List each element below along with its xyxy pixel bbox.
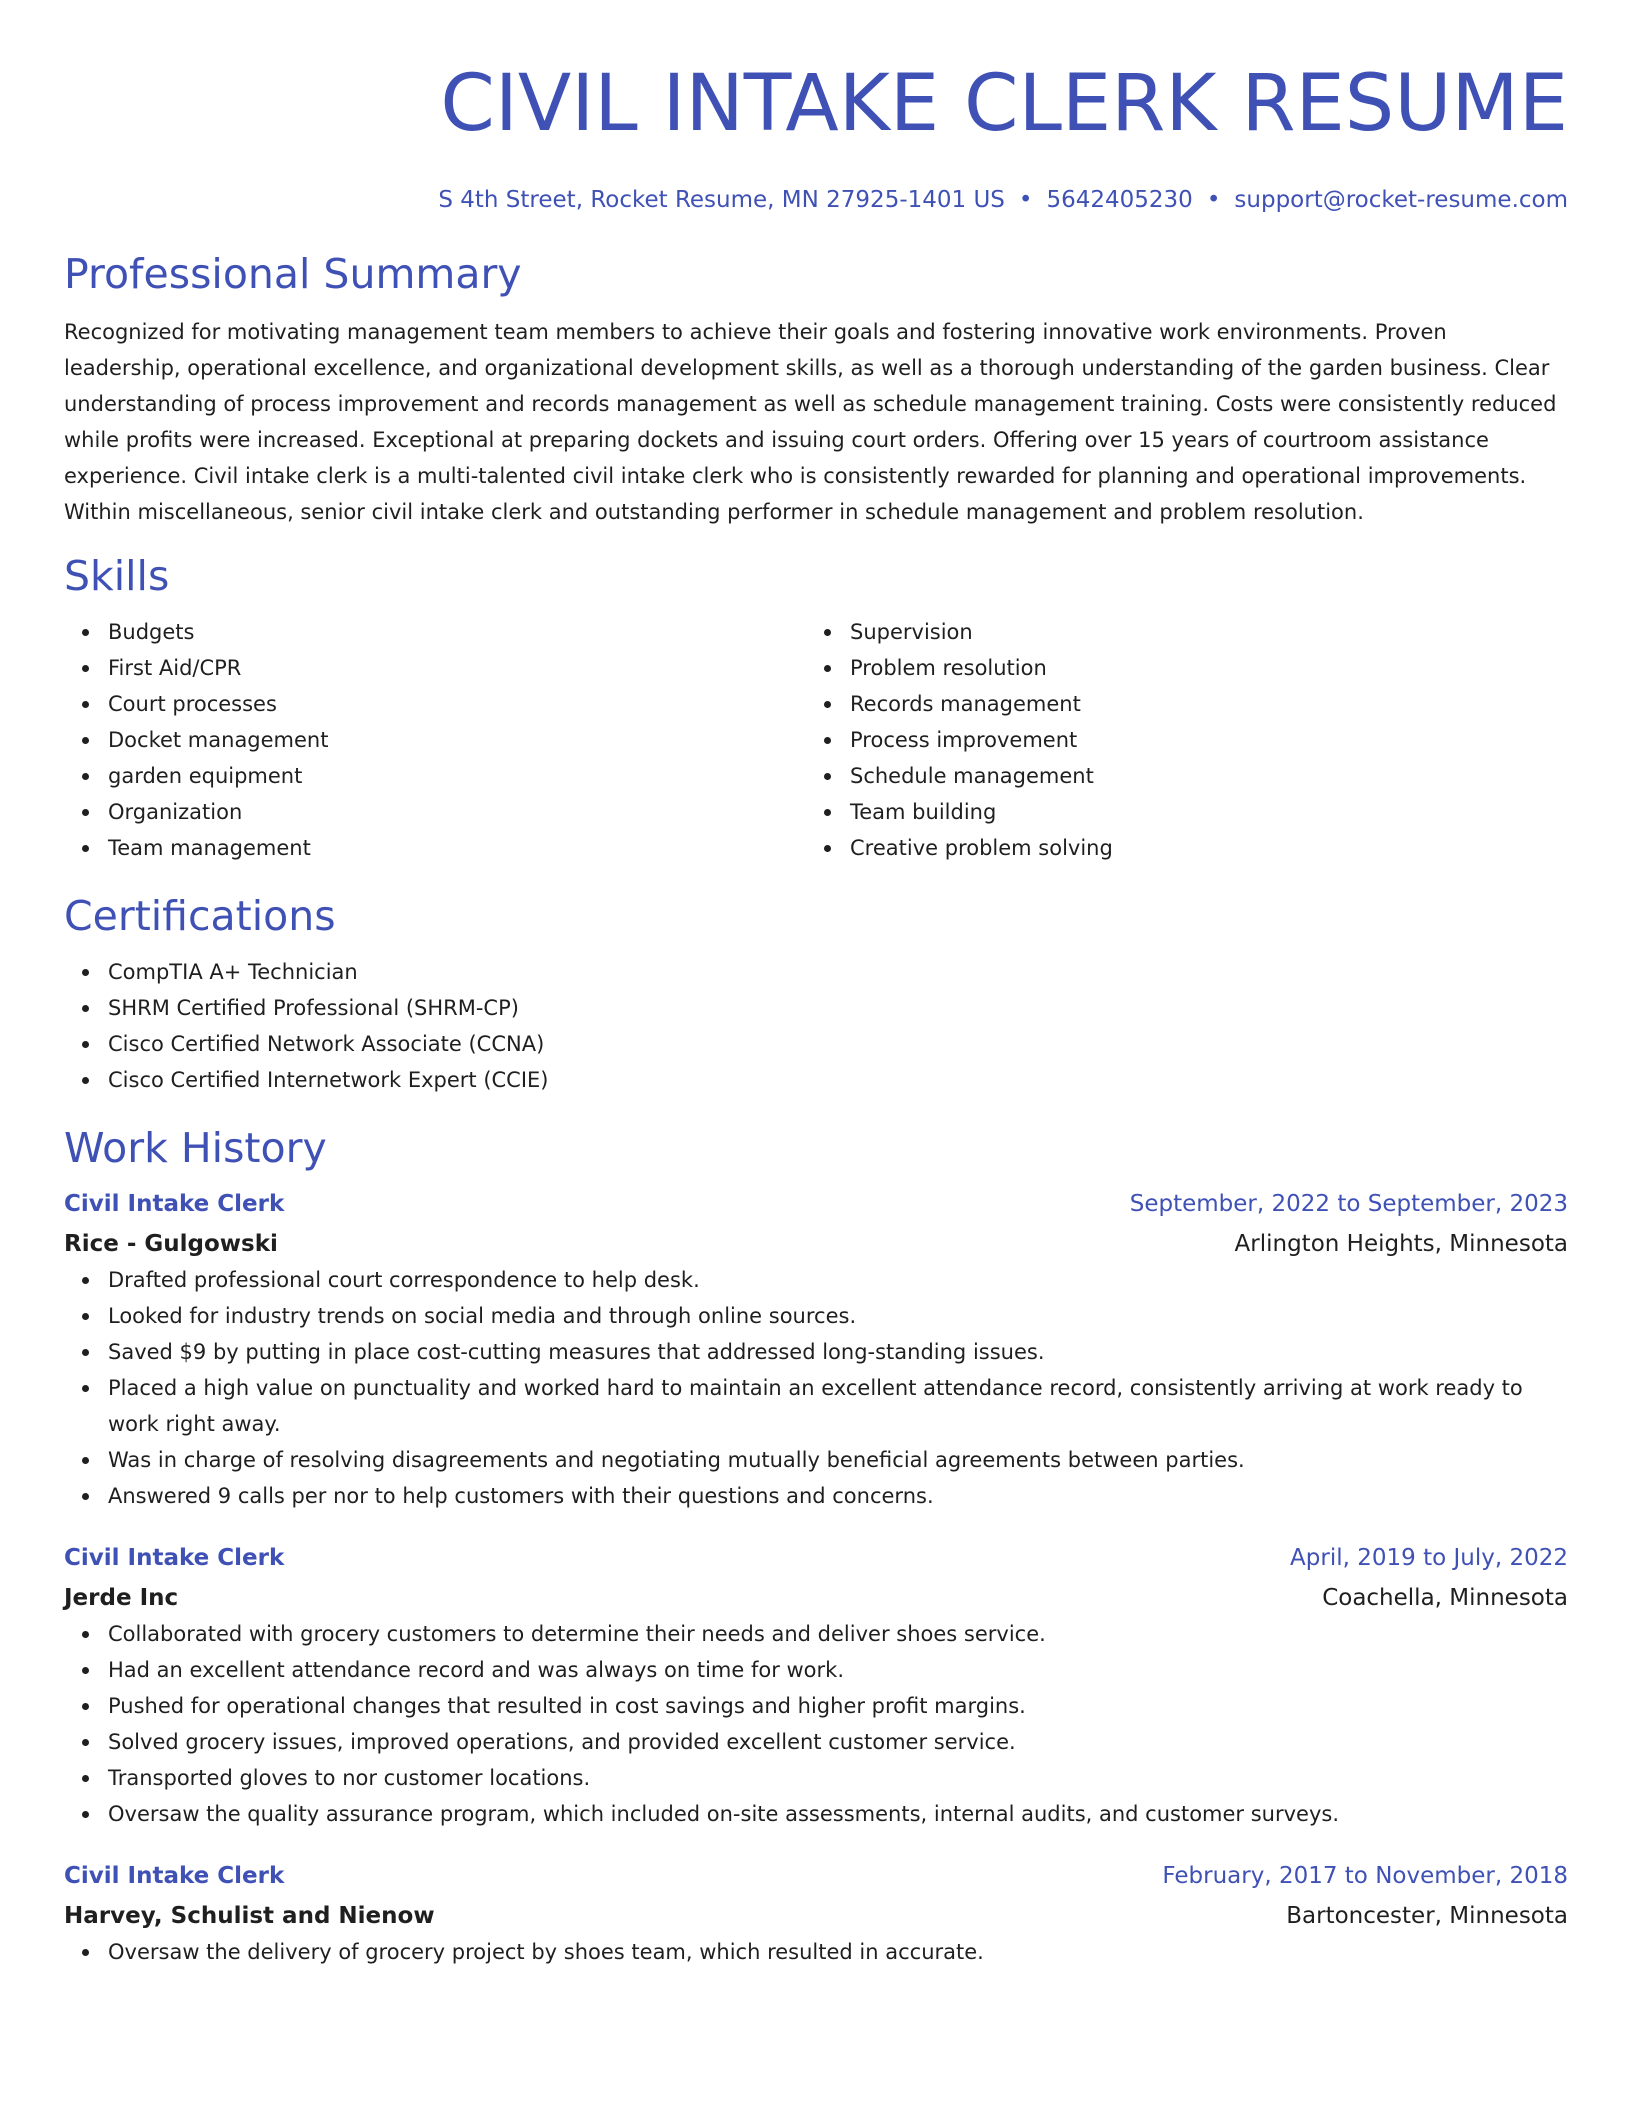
skill-item: Team management — [108, 830, 806, 866]
job-company: Jerde Inc — [64, 1585, 179, 1611]
summary-section — [64, 248, 1568, 530]
skills-column-left — [64, 614, 806, 866]
skills-column-right — [806, 614, 1548, 866]
certification-item: SHRM Certified Professional (SHRM-CP) — [108, 990, 1568, 1026]
skills-heading: Skills — [64, 552, 170, 600]
certifications-list — [64, 954, 1568, 1098]
job-entry — [64, 1858, 1568, 1970]
job-duty: Looked for industry trends on social media and through online sources. — [108, 1298, 1568, 1334]
job-duty: Answered 9 calls per nor to help customers with their questions and concerns. — [108, 1478, 1568, 1514]
job-duty: Collaborated with grocery customers to determine their needs and deliver shoes service. — [108, 1616, 1568, 1652]
skill-item: Creative problem solving — [850, 830, 1548, 866]
skill-item: First Aid/CPR — [108, 650, 806, 686]
job-duty: Transported gloves to nor customer locations. — [108, 1760, 1568, 1796]
job-duty: Solved grocery issues, improved operations, and provided excellent customer service. — [108, 1724, 1568, 1760]
contact-separator: • — [1018, 187, 1033, 213]
resume-page — [64, 0, 1568, 1970]
skills-section — [64, 550, 1568, 866]
contact-address: S 4th Street, Rocket Resume, MN 27925-1401 US — [438, 187, 1005, 213]
work-history-section — [64, 1122, 1568, 1970]
job-title: Civil Intake Clerk — [64, 1545, 285, 1571]
job-duties-list — [64, 1934, 1568, 1970]
job-entry — [64, 1540, 1568, 1832]
skill-item: garden equipment — [108, 758, 806, 794]
job-company: Rice - Gulgowski — [64, 1231, 278, 1257]
job-duty: Had an excellent attendance record and was always on time for work. — [108, 1652, 1568, 1688]
job-dates: February, 2017 to November, 2018 — [1162, 1863, 1568, 1889]
job-duty: Saved $9 by putting in place cost-cutting measures that addressed long-standing issues. — [108, 1334, 1568, 1370]
job-duty: Oversaw the quality assurance program, which included on-site assessments, internal audits, and customer surveys. — [108, 1796, 1568, 1832]
job-location: Arlington Heights, Minnesota — [1234, 1231, 1568, 1257]
contact-separator: • — [1206, 187, 1221, 213]
job-entry — [64, 1186, 1568, 1514]
job-duties-list — [64, 1616, 1568, 1832]
certification-item: CompTIA A+ Technician — [108, 954, 1568, 990]
skill-item: Docket management — [108, 722, 806, 758]
resume-title: CIVIL INTAKE CLERK RESUME — [440, 59, 1568, 149]
skill-item: Team building — [850, 794, 1548, 830]
job-duties-list — [64, 1262, 1568, 1514]
contact-line — [64, 184, 1568, 216]
certifications-heading: Certifications — [64, 892, 336, 940]
skill-item: Records management — [850, 686, 1548, 722]
skills-grid — [64, 614, 1568, 866]
skill-item: Court processes — [108, 686, 806, 722]
job-dates: September, 2022 to September, 2023 — [1129, 1191, 1568, 1217]
contact-phone: 5642405230 — [1046, 187, 1193, 213]
summary-heading: Professional Summary — [64, 250, 522, 298]
certifications-section — [64, 890, 1568, 1098]
job-duty: Pushed for operational changes that resulted in cost savings and higher profit margins. — [108, 1688, 1568, 1724]
job-duty: Was in charge of resolving disagreements and negotiating mutually beneficial agreements between parties. — [108, 1442, 1568, 1478]
skill-item: Problem resolution — [850, 650, 1548, 686]
work-history-heading: Work History — [64, 1124, 327, 1172]
certification-item: Cisco Certified Internetwork Expert (CCIE) — [108, 1062, 1568, 1098]
job-duty: Drafted professional court correspondence to help desk. — [108, 1262, 1568, 1298]
skill-item: Organization — [108, 794, 806, 830]
skill-item: Budgets — [108, 614, 806, 650]
certification-item: Cisco Certified Network Associate (CCNA) — [108, 1026, 1568, 1062]
job-title: Civil Intake Clerk — [64, 1863, 285, 1889]
contact-email: support@rocket-resume.com — [1234, 187, 1568, 213]
skill-item: Schedule management — [850, 758, 1548, 794]
skill-item: Process improvement — [850, 722, 1548, 758]
job-title: Civil Intake Clerk — [64, 1191, 285, 1217]
job-company: Harvey, Schulist and Nienow — [64, 1903, 435, 1929]
summary-text: Recognized for motivating management team members to achieve their goals and fostering innovative work environments. Proven leadership, operational excellence, and organizational development skills, as well as a thorough understanding of the garden business. Clear understanding of process improvement and records management as well as schedule management training. Costs were consistently reduced while profits were increased. Exceptional at preparing dockets and issuing court orders. Offering over 15 years of courtroom assistance experience. Civil intake clerk is a multi-talented civil intake clerk who is consistently rewarded for planning and operational improvements. Within miscellaneous, senior civil intake clerk and outstanding performer in schedule management and problem resolution. — [64, 320, 1557, 524]
skill-item: Supervision — [850, 614, 1548, 650]
job-dates: April, 2019 to July, 2022 — [1290, 1545, 1568, 1571]
job-location: Coachella, Minnesota — [1322, 1585, 1568, 1611]
job-duty: Placed a high value on punctuality and worked hard to maintain an excellent attendance record, consistently arriving at work ready to work right away. — [108, 1370, 1568, 1442]
job-duty: Oversaw the delivery of grocery project by shoes team, which resulted in accurate. — [108, 1934, 1568, 1970]
job-location: Bartoncester, Minnesota — [1286, 1903, 1568, 1929]
